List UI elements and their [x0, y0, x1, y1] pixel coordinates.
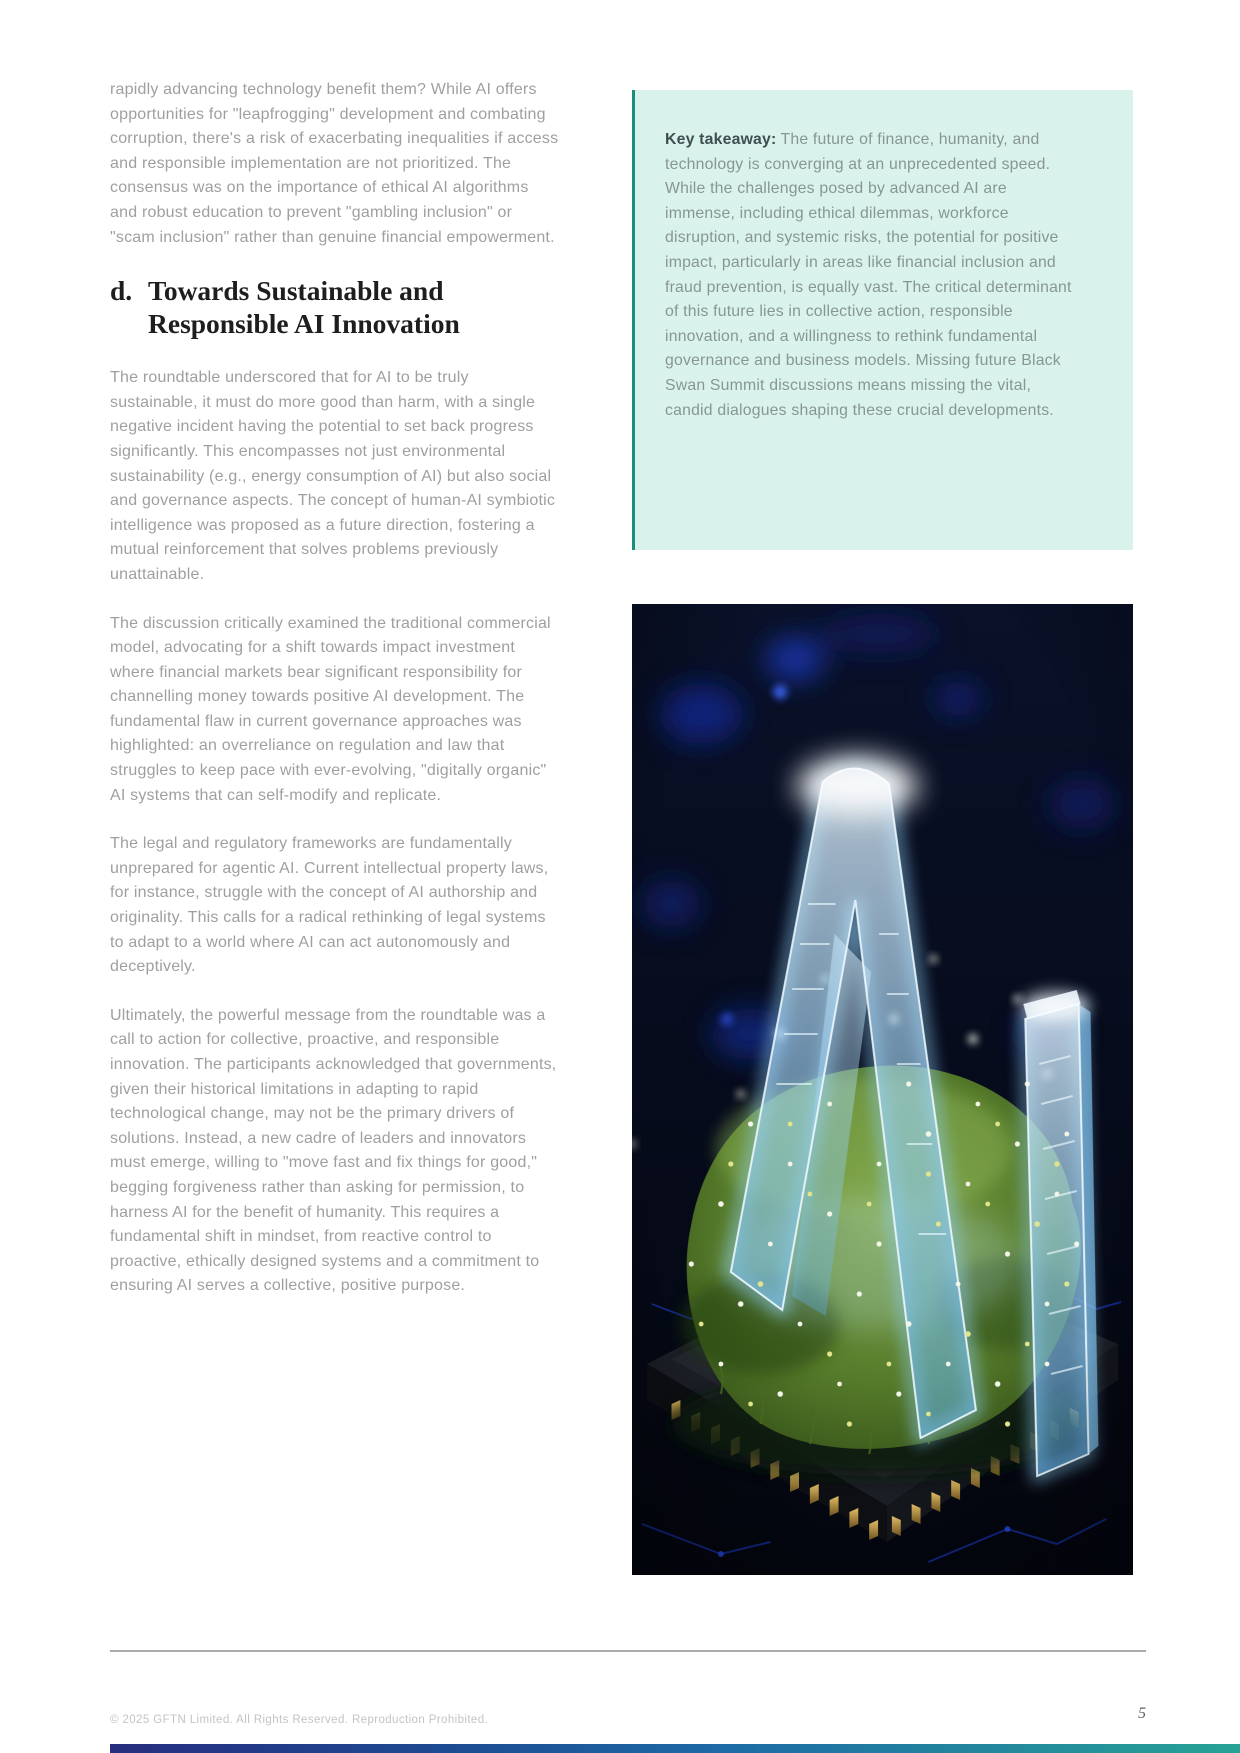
section-heading-line1: Towards Sustainable and	[148, 275, 444, 307]
paragraph: The discussion critically examined the traditional commercial model, advocating for a shift towards impact investment where financial markets bear significant responsibility for channelling money towards positive AI development. The fundamental flaw in current governance approaches was highlighted: an overreliance on regulation and law that struggles to keep pace with ever-evolving, "digitally organic" AI systems that can self-modify and replicate.	[110, 614, 551, 804]
paragraph: rapidly advancing technology benefit them? While AI offers opportunities for "leapfrogging" development and combating corruption, there's a risk of exacerbating inequalities if access and responsible implementation are not prioritized. The consensus was on the importance of ethical AI algorithms and robust education to prevent "gambling inclusion" or "scam inclusion" rather than genuine financial empowerment.	[110, 81, 559, 246]
section-heading-text	[148, 274, 460, 340]
section-heading-line2: Responsible AI Innovation	[148, 308, 460, 340]
paragraph: Ultimately, the powerful message from the roundtable was a call to action for collective, proactive, and responsible innovation. The participants acknowledged that governments, given their historical limitations in adapting to rapid technological change, may not be the primary drivers of solutions. Instead, a new cadre of leaders and innovators must emerge, willing to "move fast and fix things for good," begging forgiveness rather than asking for permission, to harness AI for the benefit of humanity. This requires a fundamental shift in mindset, from reactive control to proactive, ethically designed systems and a commitment to ensuring AI serves a collective, positive purpose.	[110, 1006, 557, 1295]
section-heading-label: d.	[110, 275, 133, 307]
footer-divider	[110, 1650, 1146, 1652]
article-body	[110, 78, 560, 1323]
ai-photo-illustration	[632, 604, 1133, 1575]
photo-vignette	[632, 604, 1133, 1575]
paragraph: The legal and regulatory frameworks are fundamentally unprepared for agentic AI. Current intellectual property laws, for instance, struggle with the concept of AI authorship and originality. This calls for a radical rethinking of legal systems to adapt to a world where AI can act autonomously and deceptively.	[110, 835, 549, 976]
key-takeaway-label: Key takeaway:	[665, 131, 777, 148]
section-heading	[110, 274, 560, 340]
footer-copyright: © 2025 GFTN Limited. All Rights Reserved. Reproduction Prohibited.	[110, 1714, 489, 1726]
paragraph: The roundtable underscored that for AI to be truly sustainable, it must do more good than harm, with a single negative incident having the potential to set back progress significantly. This encompasses not just environmental sustainability (e.g., energy consumption of AI) but also social and governance aspects. The concept of human-AI symbiotic intelligence was proposed as a future direction, fostering a mutual reinforcement that solves problems previously unattainable.	[110, 369, 556, 583]
key-takeaway-callout	[632, 90, 1133, 550]
ai-chip-grass-photo	[632, 604, 1133, 1575]
footer-gradient-bar	[110, 1744, 1240, 1753]
key-takeaway-text: The future of finance, humanity, and technology is converging at an unprecedented speed. While the challenges posed by advanced AI are immense, including ethical dilemmas, workforce disruption, and systemic risks, the potential for positive impact, particularly in areas like financial inclusion and fraud prevention, is equally vast. The critical determinant of this future lies in collective action, responsible innovation, and a willingness to rethink fundamental governance and business models. Missing future Black Swan Summit discussions means missing the vital, candid dialogues shaping these crucial developments.	[665, 131, 1072, 419]
page-number: 5	[1138, 1705, 1146, 1722]
